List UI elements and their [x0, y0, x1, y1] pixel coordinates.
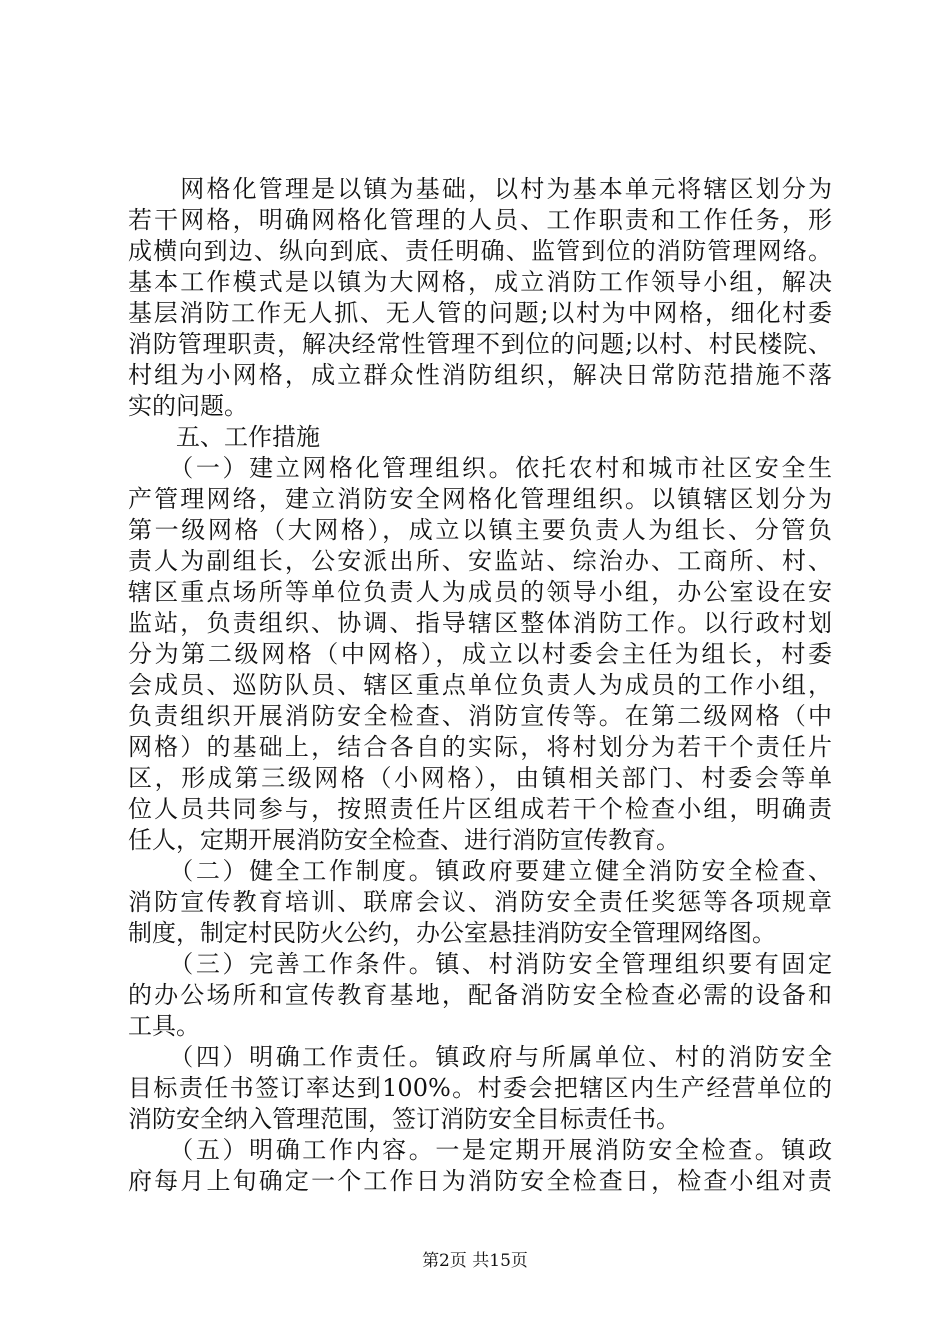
- text-line: 制度，制定村民防火公约，办公室悬挂消防安全管理网络图。: [128, 919, 776, 947]
- text-line: 村组为小网格，成立群众性消防组织，解决日常防范措施不落: [128, 361, 832, 389]
- text-line: 分为第二级网格（中网格），成立以村委会主任为组长，村委: [128, 640, 832, 668]
- text-line: 消防管理职责，解决经常性管理不到位的问题;以村、村民楼院、: [128, 330, 832, 358]
- text-line: 若干网格，明确网格化管理的人员、工作职责和工作任务，形: [128, 206, 832, 234]
- text-line: 网格化管理是以镇为基础，以村为基本单元将辖区划分为: [128, 175, 832, 203]
- text-line: 成横向到边、纵向到底、责任明确、监管到位的消防管理网络。: [128, 237, 832, 265]
- text-line: 辖区重点场所等单位负责人为成员的领导小组，办公室设在安: [128, 578, 832, 606]
- text-line: 会成员、巡防队员、辖区重点单位负责人为成员的工作小组，: [128, 671, 832, 699]
- text-line: 府每月上旬确定一个工作日为消防安全检查日，检查小组对责: [128, 1167, 832, 1195]
- text-line: 目标责任书签订率达到100%。村委会把辖区内生产经营单位的: [128, 1074, 832, 1102]
- text-line: 基层消防工作无人抓、无人管的问题;以村为中网格，细化村委: [128, 299, 832, 327]
- text-line: 负责组织开展消防安全检查、消防宣传等。在第二级网格（中: [128, 702, 832, 730]
- page-footer: 第2页 共15页: [422, 1251, 528, 1271]
- text-line: 基本工作模式是以镇为大网格，成立消防工作领导小组，解决: [128, 268, 832, 296]
- text-line: 的办公场所和宣传教育基地，配备消防安全检查必需的设备和: [128, 981, 832, 1009]
- text-line: （二）健全工作制度。镇政府要建立健全消防安全检查、: [128, 857, 832, 885]
- text-line: 位人员共同参与，按照责任片区组成若干个检查小组，明确责: [128, 795, 832, 823]
- text-line: （五）明确工作内容。一是定期开展消防安全检查。镇政: [128, 1136, 832, 1164]
- text-line: 区，形成第三级网格（小网格），由镇相关部门、村委会等单: [128, 764, 832, 792]
- text-line: 监站，负责组织、协调、指导辖区整体消防工作。以行政村划: [128, 609, 832, 637]
- text-line: 实的问题。: [128, 392, 248, 420]
- text-line: （三）完善工作条件。镇、村消防安全管理组织要有固定: [128, 950, 832, 978]
- text-line: （四）明确工作责任。镇政府与所属单位、村的消防安全: [128, 1043, 832, 1071]
- text-line: 网格）的基础上，结合各自的实际，将村划分为若干个责任片: [128, 733, 832, 761]
- text-line: 产管理网络，建立消防安全网格化管理组织。以镇辖区划分为: [128, 485, 832, 513]
- text-line: 第一级网格（大网格），成立以镇主要负责人为组长、分管负: [128, 516, 832, 544]
- text-line: 消防宣传教育培训、联席会议、消防安全责任奖惩等各项规章: [128, 888, 832, 916]
- text-line: （一）建立网格化管理组织。依托农村和城市社区安全生: [128, 454, 832, 482]
- text-line: 责人为副组长，公安派出所、安监站、综治办、工商所、村、: [128, 547, 832, 575]
- text-line: 消防安全纳入管理范围，签订消防安全目标责任书。: [128, 1105, 680, 1133]
- text-line: 任人，定期开展消防安全检查、进行消防宣传教育。: [128, 826, 680, 854]
- text-line: 五、工作措施: [128, 423, 320, 451]
- text-line: 工具。: [128, 1012, 200, 1040]
- body-text: [128, 174, 832, 1197]
